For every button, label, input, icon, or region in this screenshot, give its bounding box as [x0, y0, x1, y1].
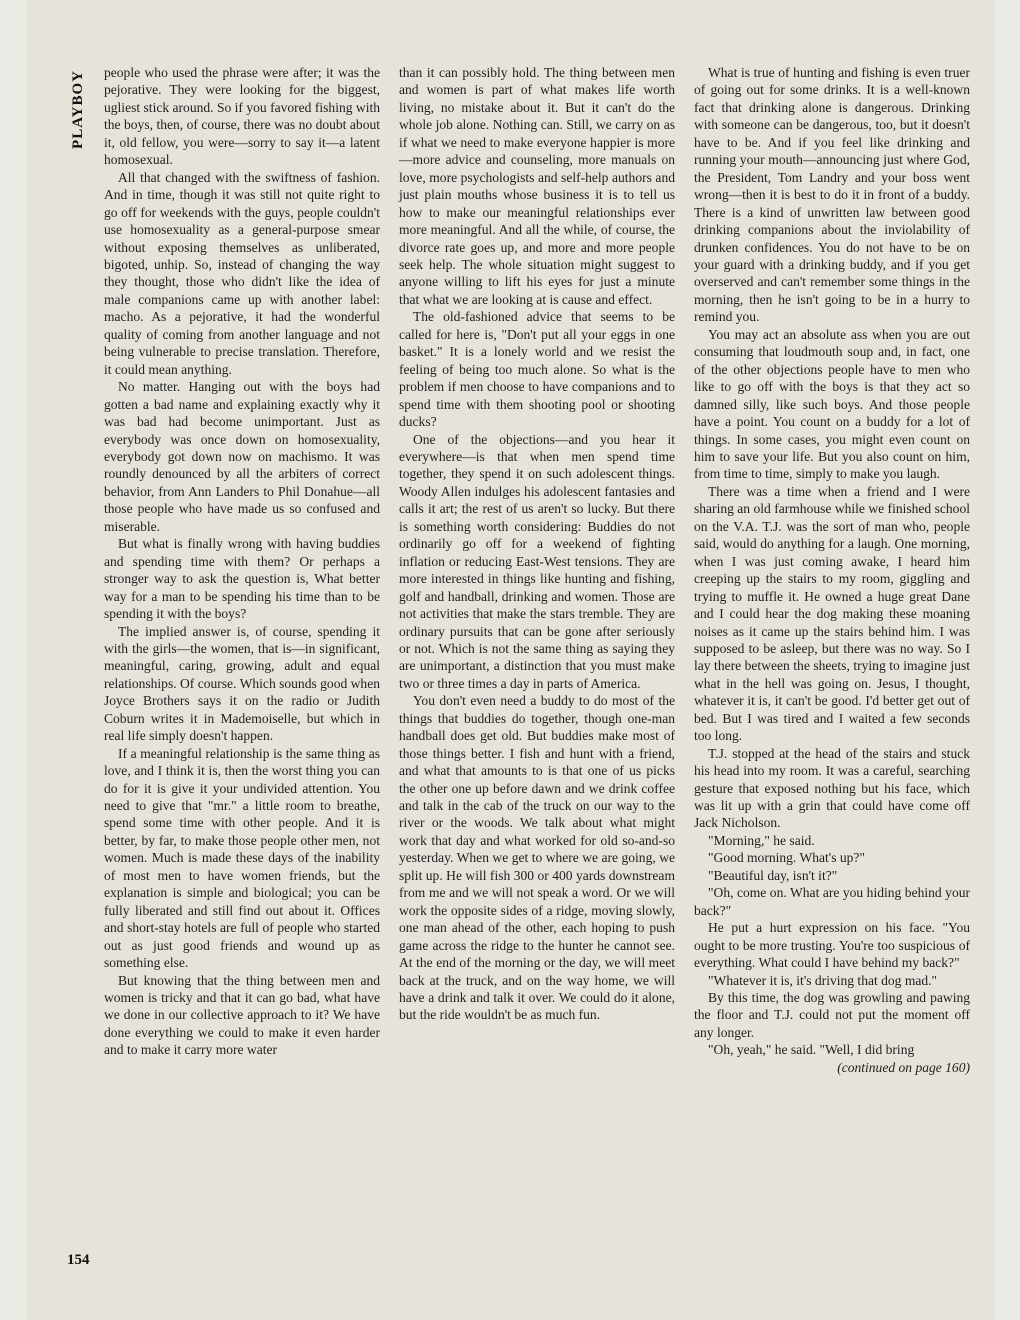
- article-column-1: [104, 64, 380, 1059]
- paragraph: The implied answer is, of course, spending it with the girls—the women, that is—in significant, meaningful, caring, growing, adult and equal relationships. Of course. Which sounds good when Joyce Brothers says it on the radio or Judith Coburn writes it in Mademoiselle, but which in real life simply doesn't happen.: [104, 623, 380, 744]
- continued-note: (continued on page 160): [837, 1059, 970, 1075]
- paragraph: He put a hurt expression on his face. "You ought to be more trusting. You're too suspicious of everything. What could I have behind my back?": [694, 920, 970, 971]
- paragraph: "Good morning. What's up?": [708, 850, 865, 866]
- paragraph: You don't even need a buddy to do most of the things that buddies do together, though one-man handball does get old. But buddies make most of those things better. I fish and hunt with a friend, and what that amounts to is that one of us picks the other one up before dawn and we drink coffee and talk in the cab of the truck on our way to the river or the woods. We talk about what might work that day and what worked for old so-and-so yesterday. When we get to where we are going, we split up. He will fish 300 or 400 yards downstream from me and we will not speak a word. Or we will work the opposite sides of a ridge, moving slowly, one man ahead of the other, each hoping to push game across the ridge to the hunter he cannot see. At the end of the morning or the day, we will meet back at the truck, and on the way home, we will have a drink and talk it over. We could do it alone, but the ride wouldn't be as much fun.: [399, 693, 675, 1023]
- article-column-2: [399, 64, 675, 1024]
- paragraph: All that changed with the swiftness of fashion. And in time, though it was still not quite right to go off for weekends with the guys, people couldn't use homosexuality as a general-purpose smear without exposing themselves as unliberated, bigoted, unhip. So, instead of changing the way they thought, those who didn't like the idea of male companions came up with another label: macho. As a pejorative, it had the wonderful quality of coming from another language and not being vulnerable to precise translation. Therefore, it could mean anything.: [104, 169, 380, 377]
- article-column-3: [694, 64, 970, 1076]
- paragraph: "Oh, come on. What are you hiding behind your back?": [694, 885, 970, 918]
- page-number: 154: [67, 1252, 90, 1268]
- paragraph: But knowing that the thing between men and women is tricky and that it can go bad, what have we done in our collective approach to it? We have done everything we could to make it even harder and to make it carry more water: [104, 972, 380, 1058]
- paragraph: There was a time when a friend and I were sharing an old farmhouse while we finished school on the V.A. T.J. was the sort of man who, people said, would do anything for a laugh. One morning, when I was just coming awake, I heard him creeping up the stairs to my room, giggling and trying to muffle it. He owned a huge great Dane and I could hear the dog making these moaning noises as it came up the stairs behind him. I was supposed to be asleep, but there was no way. So I lay there between the sheets, trying to imagine just what in the hell was going on. Jesus, I thought, whatever it is, it can't be good. I'd better get out of bed. But I was tired and I waited a few seconds too long.: [694, 483, 970, 744]
- paragraph: No matter. Hanging out with the boys had gotten a bad name and explaining exactly why it was bad had become unimportant. Just as everybody was once down on homosexuality, everybody got down now on machismo. It was roundly denounced by all the arbiters of correct behavior, from Ann Landers to Phil Donahue—all those people who have made us so confused and miserable.: [104, 379, 380, 534]
- paragraph: T.J. stopped at the head of the stairs and stuck his head into my room. It was a careful, searching gesture that exposed nothing but his face, which was lit up with a grin that could have come off Jack Nicholson.: [694, 745, 970, 831]
- paragraph: "Morning," he said.: [708, 832, 815, 848]
- magazine-name-sidebar: PLAYBOY: [70, 70, 86, 149]
- paragraph: "Whatever it is, it's driving that dog mad.": [708, 972, 938, 988]
- paragraph: If a meaningful relationship is the same thing as love, and I think it is, then the worst thing you can do for it is give it your undivided attention. You need to give that "mr." a little room to breathe, spend some time with other people. And it is better, by far, to make those people other men, not women. Much is made these days of the inability of most men to have women friends, but the explanation is simple and biological; you can be fully liberated and still find out about it. Offices and short-stay hotels are full of people who started out as just good friends and wound up as something else.: [104, 745, 380, 971]
- paragraph: "Oh, yeah," he said. "Well, I did bring: [708, 1042, 915, 1058]
- paragraph: than it can possibly hold. The thing between men and women is part of what makes life worth living, no mistake about it. But it can't do the whole job alone. Nothing can. Still, we carry on as if what we need to make everyone happier is more—more advice and counseling, more manuals on love, more psychologists and self-help authors and just plain mouths whose business it is to tell us how to make our meaningful relationships ever more meaningful. And all the while, of course, the divorce rate goes up, and more and more people seek help. The whole situation might suggest to anyone willing to lift his eyes for just a minute that what we are looking at is cause and effect.: [399, 65, 675, 307]
- paragraph: But what is finally wrong with having buddies and spending time with them? Or perhaps a stronger way to ask the question is, What better way for a man to be spending his time than to be spending it with the boys?: [104, 536, 380, 622]
- paragraph: You may act an absolute ass when you are out consuming that loudmouth soup and, in fact, one of the other objections people have to men who like to go off with the boys is that they act so damned silly, like such boys. And those people have a point. You count on a buddy for a lot of things. In some cases, you might even count on him to save your life. But you also count on him, from time to time, simply to make you laugh.: [694, 326, 970, 482]
- paragraph: "Beautiful day, isn't it?": [708, 867, 838, 883]
- paragraph: One of the objections—and you hear it everywhere—is that when men spend time together, they spend it on such adolescent things. Woody Allen indulges his adolescent fantasies and calls it art; the rest of us aren't so lucky. But there is something worth considering: Buddies do not ordinarily go off for a weekend of fighting inflation or reducing East-West tensions. They are more interested in things like hunting and fishing, golf and handball, drinking and women. Those are not activities that make the stars tremble. They are ordinary pursuits that can be gone after seriously or not. Which is not the same thing as saying they are unimportant, a distinction that you must make two or three times a day in parts of America.: [399, 431, 675, 691]
- paragraph: What is true of hunting and fishing is even truer of going out for some drinks. It is a well-known fact that drinking alone is dangerous. Drinking with someone can be dangerous, too, but it doesn't have to be. And if you feel like drinking and running your mouth—announcing just where God, the President, Tom Landry and your boss went wrong—then it is best to do it in front of a buddy. There is a kind of unwritten law between good drinking companions about the inviolability of drunken confidences. You do not have to be on your guard with a drinking buddy, and if you get overserved and can't remember some things in the morning, then he isn't going to be in a hurry to remind you.: [694, 65, 970, 325]
- magazine-page: [26, 0, 994, 1320]
- paragraph: By this time, the dog was growling and pawing the floor and T.J. could not put the moment off any longer.: [694, 990, 970, 1040]
- paragraph: people who used the phrase were after; it was the pejorative. They were looking for the biggest, ugliest stick around. So if you favored fishing with the boys, then, of course, there was no doubt about it, old fellow, you were—sorry to say it—a latent homosexual.: [104, 65, 380, 168]
- paragraph: The old-fashioned advice that seems to be called for here is, "Don't put all your eggs in one basket." It is a lonely world and we resist the feeling of being too much alone. So what is the problem if men choose to have companions and to spend time with them shooting pool or shooting ducks?: [399, 309, 675, 430]
